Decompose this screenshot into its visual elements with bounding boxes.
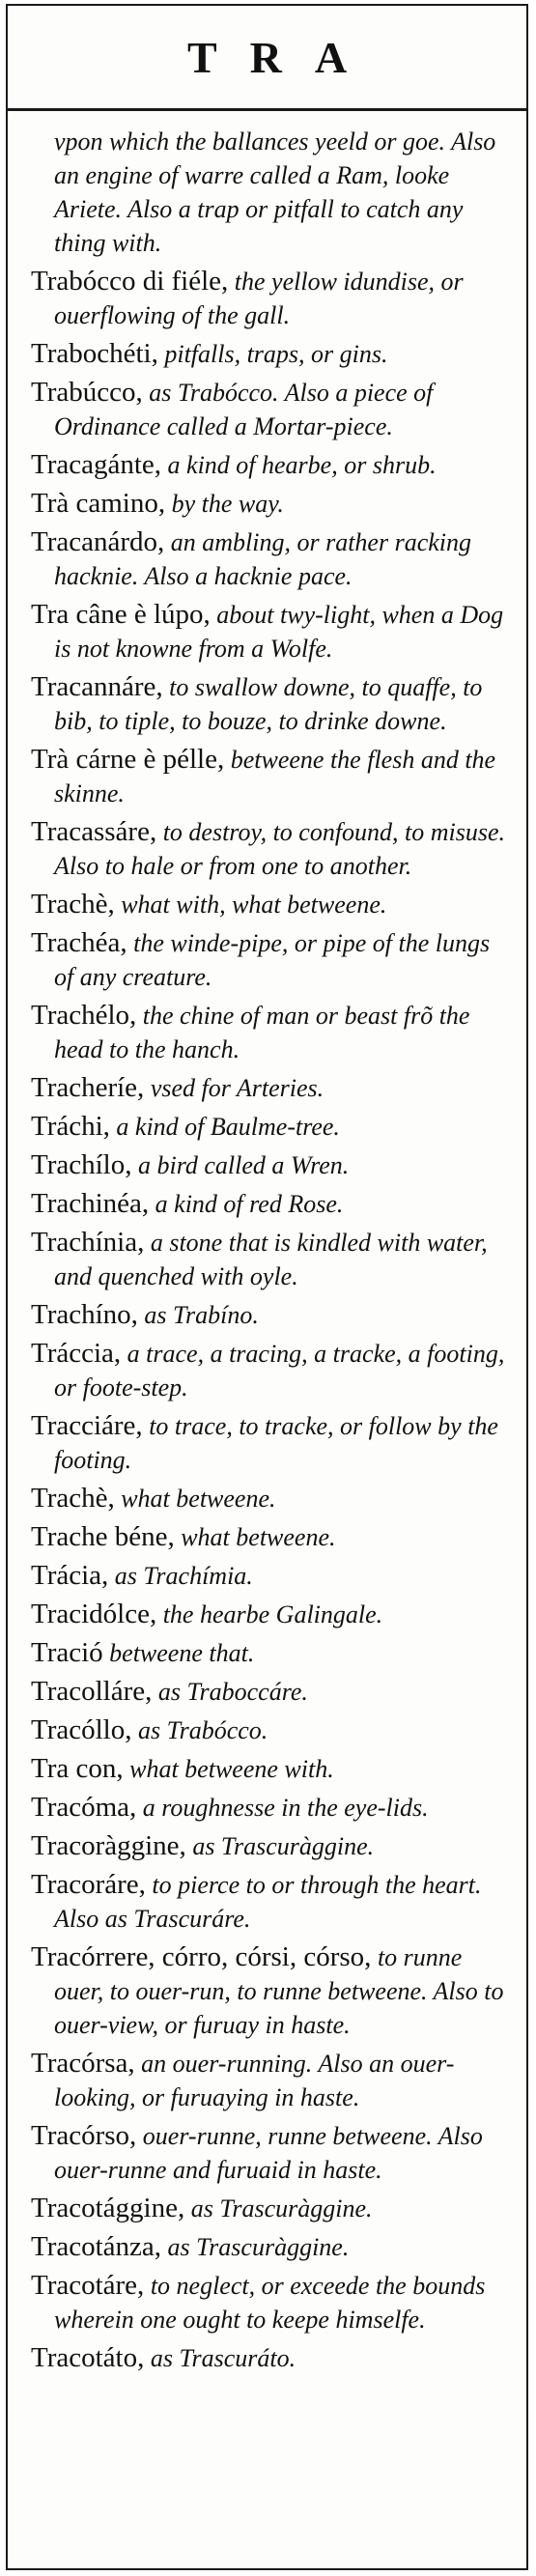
dictionary-entry <box>31 999 513 1066</box>
entry-headword: Trachéa, <box>31 927 127 958</box>
entry-headword: Tració <box>31 1637 103 1668</box>
dictionary-entry <box>31 1791 513 1825</box>
entry-headword: Trachélo, <box>31 1000 137 1031</box>
entry-definition: as Trabócco. <box>131 1716 268 1744</box>
dictionary-entry <box>31 1598 513 1631</box>
dictionary-entry <box>31 743 513 810</box>
dictionary-entry <box>31 888 513 921</box>
entry-definition: to trace, to tracke, or follow by the footing. <box>54 1412 498 1474</box>
entry-definition: a bird called a Wren. <box>131 1151 350 1179</box>
entry-definition: as Trascuràggine. <box>184 2194 373 2222</box>
entry-definition: betweene that. <box>102 1639 255 1667</box>
entry-headword: Tracolláre, <box>31 1676 153 1707</box>
entry-headword: Trachè, <box>31 889 115 920</box>
dictionary-entry <box>31 2047 513 2114</box>
dictionary-entry <box>31 1226 513 1293</box>
entry-definition: an ambling, or rather racking hacknie. Also a hacknie pace. <box>54 528 472 590</box>
dictionary-entry <box>31 1148 513 1182</box>
entry-headword: Tracoráre, <box>31 1869 146 1900</box>
entry-headword: Tracóma, <box>31 1792 137 1823</box>
entry-definition: a kind of hearbe, or shrub. <box>161 451 437 479</box>
entry-definition: as Traboccáre. <box>152 1678 308 1706</box>
entry-definition: as Trascuráto. <box>144 2344 296 2372</box>
dictionary-entry <box>31 125 513 260</box>
entry-definition: what betweene. <box>114 1485 276 1513</box>
entry-headword: Trachinéa, <box>31 1188 150 1219</box>
dictionary-entry <box>31 1520 513 1554</box>
entry-headword: Tracanárdo, <box>31 526 165 557</box>
dictionary-entry <box>31 2269 513 2336</box>
dictionary-entry <box>31 1482 513 1515</box>
entry-definition: a stone that is kindled with water, and quenched with oyle. <box>54 1229 488 1290</box>
entry-definition: about twy-light, when a Dog is not knowne from a Wolfe. <box>54 601 504 663</box>
entry-definition: vsed for Arteries. <box>144 1074 324 1102</box>
entry-headword: Tracotánza, <box>31 2231 162 2262</box>
entry-definition: to pierce to or through the heart. Also as Trascuráre. <box>54 1871 482 1933</box>
entry-headword: Tracórrere, córro, córsi, córso, <box>31 1941 372 1972</box>
entry-definition: a kind of red Rose. <box>149 1190 344 1218</box>
page-header <box>8 6 526 111</box>
dictionary-entry <box>31 1752 513 1786</box>
entry-definition: as Trascuràggine. <box>161 2233 350 2261</box>
entry-definition: as Trabíno. <box>137 1301 259 1329</box>
entry-headword: Trachílo, <box>31 1149 132 1180</box>
dictionary-entry <box>31 670 513 738</box>
entry-definition: as Trachímia. <box>108 1562 253 1590</box>
dictionary-entry <box>31 525 513 593</box>
dictionary-entry <box>31 2192 513 2225</box>
entry-headword: Trà camino, <box>31 488 166 519</box>
dictionary-entry <box>31 1675 513 1709</box>
dictionary-entry <box>31 376 513 443</box>
entry-definition: what betweene. <box>174 1523 336 1551</box>
entry-definition: ouer-runne, runne betweene. Also ouer-runne and furuaid in haste. <box>54 2122 483 2184</box>
entry-headword: Tracotáre, <box>31 2270 145 2301</box>
entry-headword: Tracassáre, <box>31 816 157 847</box>
dictionary-page <box>6 4 528 2570</box>
entry-headword: Trácia, <box>31 1560 109 1591</box>
entry-list <box>8 111 526 2375</box>
entry-headword: Tracagánte, <box>31 449 162 480</box>
dictionary-entry <box>31 1713 513 1747</box>
entry-definition: betweene the flesh and the skinne. <box>54 746 496 807</box>
dictionary-entry <box>31 1940 513 2042</box>
entry-headword: Tracotáto, <box>31 2342 145 2373</box>
dictionary-entry <box>31 448 513 482</box>
dictionary-entry <box>31 2341 513 2375</box>
entry-headword: Tracórso, <box>31 2120 137 2151</box>
entry-definition: by the way. <box>165 490 284 518</box>
entry-headword: Tracóllo, <box>31 1714 132 1745</box>
entry-definition: as Trascuràggine. <box>185 1832 375 1860</box>
entry-headword: Tracheríe, <box>31 1072 145 1103</box>
dictionary-entry <box>31 1337 513 1404</box>
dictionary-entry <box>31 1110 513 1144</box>
entry-definition: what with, what betweene. <box>114 891 387 919</box>
page-title: TRA <box>186 32 381 82</box>
entry-definition: to neglect, or exceede the bounds wherein one ought to keepe himselfe. <box>54 2272 486 2334</box>
entry-definition: the winde-pipe, or pipe of the lungs of any creature. <box>54 929 491 991</box>
entry-headword: Tracórsa, <box>31 2048 135 2079</box>
dictionary-entry <box>31 1409 513 1477</box>
entry-headword: Tracoràggine, <box>31 1830 186 1861</box>
dictionary-entry <box>31 2119 513 2187</box>
entry-definition: an ouer-running. Also an ouer-looking, or furuaying in haste. <box>54 2050 455 2111</box>
entry-headword: Trà cárne è pélle, <box>31 744 225 775</box>
entry-definition: a roughnesse in the eye-lids. <box>136 1794 429 1822</box>
entry-definition: to swallow downe, to quaffe, to bib, to tiple, to bouze, to drinke downe. <box>54 673 483 735</box>
entry-headword: Tracotággine, <box>31 2193 185 2223</box>
dictionary-entry <box>31 1868 513 1936</box>
entry-definition: pitfalls, traps, or gins. <box>157 340 388 368</box>
dictionary-entry <box>31 265 513 332</box>
dictionary-entry <box>31 1829 513 1863</box>
entry-headword: Tracannáre, <box>31 671 163 702</box>
dictionary-entry <box>31 1298 513 1332</box>
entry-headword: Trabócco di fiéle, <box>31 266 229 297</box>
dictionary-entry <box>31 1071 513 1105</box>
entry-definition: the hearbe Galingale. <box>156 1600 383 1628</box>
dictionary-entry <box>31 2230 513 2264</box>
dictionary-entry <box>31 337 513 371</box>
entry-headword: Tráchi, <box>31 1111 110 1142</box>
entry-definition: the yellow idundise, or ouerflowing of the gall. <box>54 268 464 329</box>
entry-headword: Tra câne è lúpo, <box>31 599 211 630</box>
entry-definition: what betweene with. <box>123 1755 334 1783</box>
dictionary-entry <box>31 1636 513 1670</box>
entry-headword: Tracidólce, <box>31 1599 157 1629</box>
dictionary-entry <box>31 926 513 994</box>
dictionary-entry <box>31 1559 513 1593</box>
entry-definition: a trace, a tracing, a tracke, a footing, or foote-step. <box>54 1340 505 1401</box>
entry-headword: Trabochéti, <box>31 338 158 369</box>
entry-definition: a kind of Baulme-tree. <box>109 1113 340 1141</box>
dictionary-entry <box>31 815 513 883</box>
entry-definition: to destroy, to confound, to misuse. Also to hale or from one to another. <box>54 818 506 880</box>
entry-definition: to runne ouer, to ouer-run, to runne betweene. Also to ouer-view, or furuay in haste. <box>54 1943 504 2039</box>
entry-headword: Trabúcco, <box>31 377 143 408</box>
entry-headword: Trachíno, <box>31 1299 138 1330</box>
entry-definition: the chine of man or beast frõ the head to the hanch. <box>54 1002 470 1063</box>
entry-definition: vpon which the ballances yeeld or goe. Also an engine of warre called a Ram, looke Ariete. Also a trap or pitfall to catch any thing with. <box>54 127 496 257</box>
entry-headword: Tráccia, <box>31 1338 122 1369</box>
entry-headword: Trachè, <box>31 1483 115 1514</box>
entry-definition: as Trabócco. Also a piece of Ordinance called a Mortar-piece. <box>54 379 434 440</box>
entry-headword: Trachínia, <box>31 1227 145 1258</box>
entry-headword: Trache béne, <box>31 1521 175 1552</box>
dictionary-entry <box>31 1187 513 1221</box>
entry-headword: Tra con, <box>31 1753 124 1784</box>
dictionary-entry <box>31 598 513 665</box>
dictionary-entry <box>31 487 513 521</box>
entry-headword: Tracciáre, <box>31 1410 143 1441</box>
